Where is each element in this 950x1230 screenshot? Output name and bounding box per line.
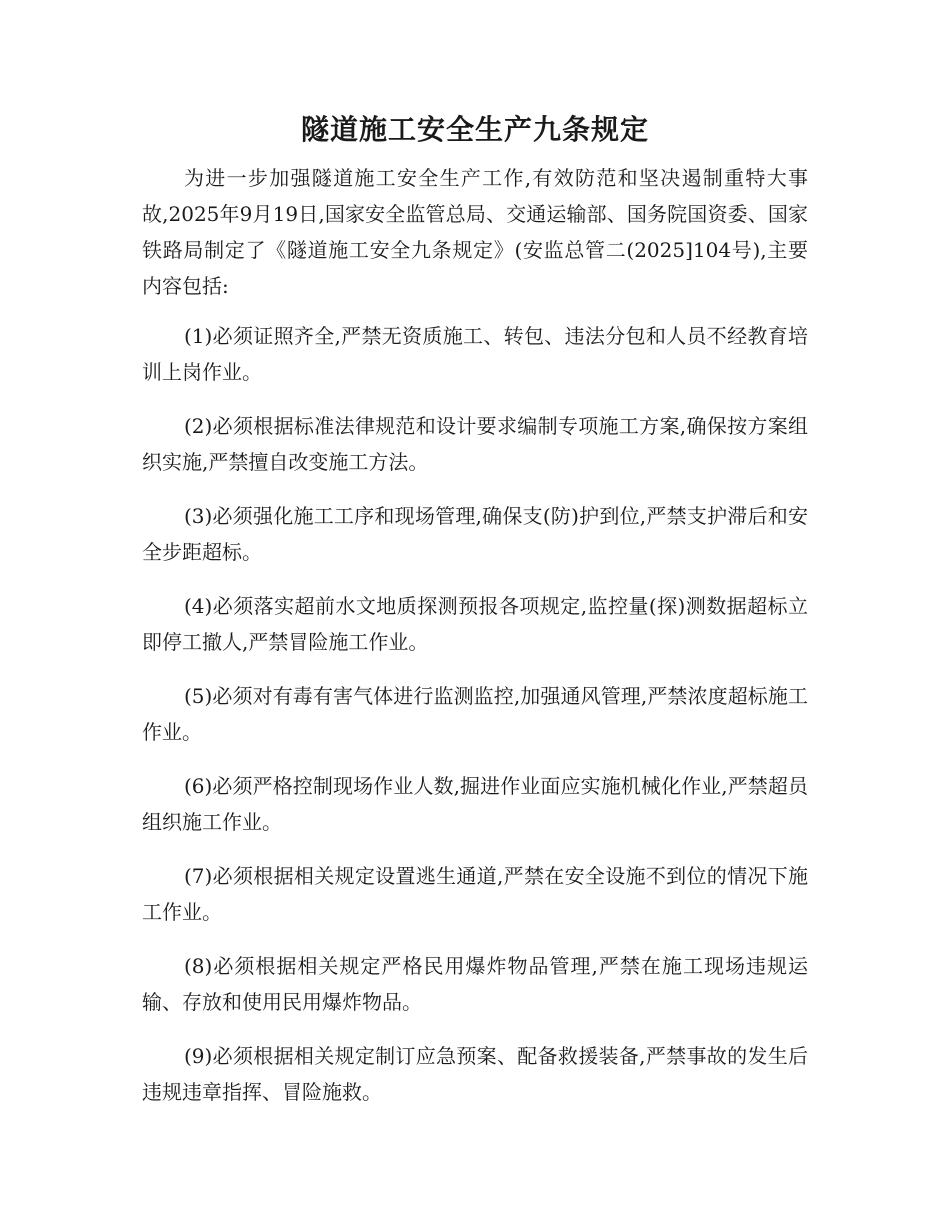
document-title: 隧道施工安全生产九条规定	[300, 113, 649, 146]
rule-4: (4)必须落实超前水文地质探测预报各项规定,监控量(探)测数据超标立即停工撤人,严禁冒险施工作业。	[142, 594, 808, 654]
rule-3: (3)必须强化施工工序和现场管理,确保支(防)护到位,严禁支护滞后和安全步距超标。	[142, 504, 808, 564]
intro-paragraph: 为进一步加强隧道施工安全生产工作,有效防范和坚决遏制重特大事故,2025年9月19日,国家安全监管总局、交通运输部、国务院国资委、国家铁路局制定了《隧道施工安全九条规定》(安监总管二(2025]104号),主要内容包括:	[142, 166, 808, 298]
rule-7: (7)必须根据相关规定设置逃生通道,严禁在安全设施不到位的情况下施工作业。	[142, 864, 808, 924]
rule-2: (2)必须根据标准法律规范和设计要求编制专项施工方案,确保按方案组织实施,严禁擅自改变施工方法。	[142, 414, 808, 474]
rule-9: (9)必须根据相关规定制订应急预案、配备救援装备,严禁事故的发生后违规违章指挥、冒险施救。	[142, 1044, 808, 1104]
rule-8: (8)必须根据相关规定严格民用爆炸物品管理,严禁在施工现场违规运输、存放和使用民用爆炸物品。	[142, 954, 808, 1014]
rule-5: (5)必须对有毒有害气体进行监测监控,加强通风管理,严禁浓度超标施工作业。	[142, 684, 808, 744]
rule-6: (6)必须严格控制现场作业人数,掘进作业面应实施机械化作业,严禁超员组织施工作业。	[142, 774, 808, 834]
rule-1: (1)必须证照齐全,严禁无资质施工、转包、违法分包和人员不经教育培训上岗作业。	[142, 324, 808, 384]
document-page	[142, 108, 808, 1128]
